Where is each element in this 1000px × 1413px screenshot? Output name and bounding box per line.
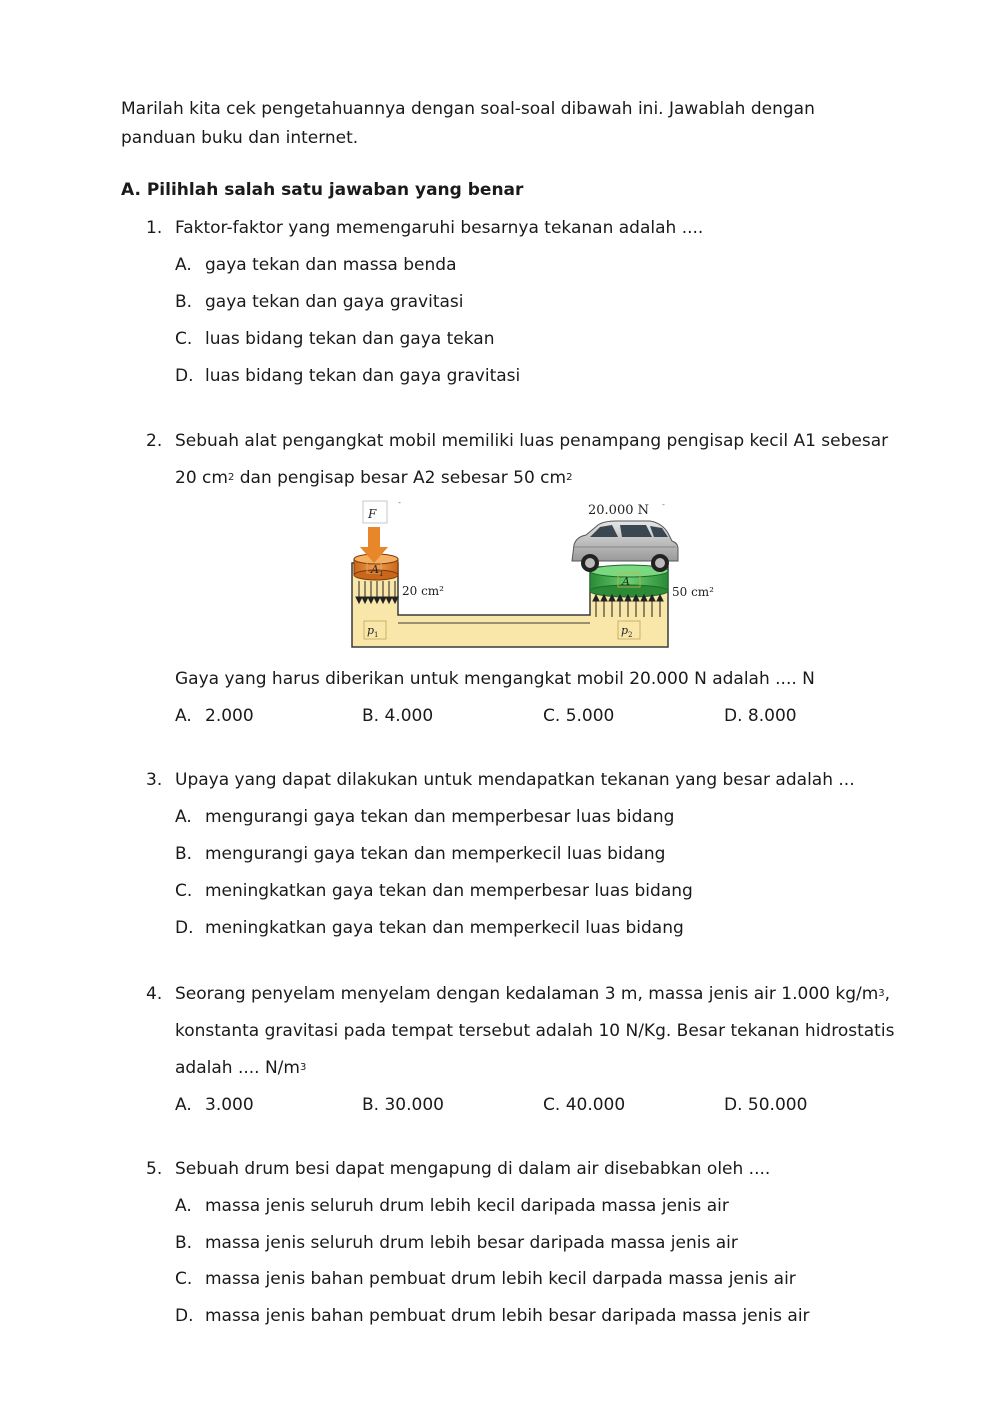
question-1-text: Faktor-faktor yang memengaruhi besarnya tekanan adalah .... <box>175 218 704 238</box>
question-1-option-d[interactable]: D. luas bidang tekan dan gaya gravitasi <box>175 366 521 386</box>
question-2-option-c[interactable]: C. 5.000 <box>543 706 615 726</box>
large-piston-label: A <box>622 575 630 588</box>
car-icon <box>572 521 678 572</box>
section-title: A. Pilihlah salah satu jawaban yang benar <box>121 180 524 200</box>
question-2-followup: Gaya yang harus diberikan untuk mengangkat mobil 20.000 N adalah .... N <box>175 669 815 689</box>
question-5-number: 5. <box>146 1159 163 1179</box>
question-5-option-b[interactable]: B. massa jenis seluruh drum lebih besar daripada massa jenis air <box>175 1233 738 1253</box>
question-4-number: 4. <box>146 984 163 1004</box>
small-piston-subscript: 1 <box>379 570 384 578</box>
question-2-option-b[interactable]: B. 4.000 <box>362 706 434 726</box>
small-area-label: 20 cm² <box>402 584 444 598</box>
question-2-option-a[interactable]: A. 2.000 <box>175 706 254 726</box>
p2-label: p <box>621 624 629 637</box>
question-1-option-a[interactable]: A. gaya tekan dan massa benda <box>175 255 457 275</box>
intro-paragraph: Marilah kita cek pengetahuannya dengan soal-soal dibawah ini. Jawablah dengan panduan buku dan internet. <box>121 99 815 148</box>
question-4-option-b[interactable]: B. 30.000 <box>362 1095 444 1115</box>
question-4-option-d[interactable]: D. 50.000 <box>724 1095 808 1115</box>
question-4-text-line2: konstanta gravitasi pada tempat tersebut adalah 10 N/Kg. Besar tekanan hidrostatis <box>175 1021 895 1041</box>
question-3-option-d[interactable]: D. meningkatkan gaya tekan dan memperkecil luas bidang <box>175 918 684 938</box>
question-4-option-c[interactable]: C. 40.000 <box>543 1095 626 1115</box>
question-3-option-c[interactable]: C. meningkatkan gaya tekan dan memperbesar luas bidang <box>175 881 693 901</box>
p1-subscript: 1 <box>374 631 379 639</box>
small-piston-label: A <box>371 563 379 576</box>
question-3-number: 3. <box>146 770 163 790</box>
question-1-option-c[interactable]: C. luas bidang tekan dan gaya tekan <box>175 329 495 349</box>
question-3-option-b[interactable]: B. mengurangi gaya tekan dan memperkecil luas bidang <box>175 844 666 864</box>
question-5-option-d[interactable]: D. massa jenis bahan pembuat drum lebih besar daripada massa jenis air <box>175 1306 810 1326</box>
question-2-text-line1: Sebuah alat pengangkat mobil memiliki luas penampang pengisap kecil A1 sebesar <box>175 431 889 451</box>
force-label: F <box>368 507 377 521</box>
svg-text:-: - <box>662 500 665 509</box>
upward-pressure-arrows <box>593 595 663 617</box>
question-3-text: Upaya yang dapat dilakukan untuk mendapatkan tekanan yang besar adalah ... <box>175 770 855 790</box>
p1-label: p <box>367 624 375 637</box>
question-4-text-line3: adalah .... $N/m^3$ <box>175 1058 307 1078</box>
p2-subscript: 2 <box>628 631 633 639</box>
question-2-option-d[interactable]: D. 8.000 <box>724 706 797 726</box>
question-5-option-c[interactable]: C. massa jenis bahan pembuat drum lebih kecil darpada massa jenis air <box>175 1269 796 1289</box>
weight-label: 20.000 N <box>588 503 649 518</box>
question-3-option-a[interactable]: A. mengurangi gaya tekan dan memperbesar luas bidang <box>175 807 675 827</box>
question-2-text-line2: 20 $cm^2$ dan pengisap besar A2 sebesar 50 $cm^2$ <box>175 468 573 488</box>
question-4-text-line1: Seorang penyelam menyelam dengan kedalaman 3 m, massa jenis air 1.000 $kg/m^3$, <box>175 984 891 1004</box>
large-area-label: 50 cm² <box>672 585 714 599</box>
question-1-number: 1. <box>146 218 163 238</box>
question-5-option-a[interactable]: A. massa jenis seluruh drum lebih kecil daripada massa jenis air <box>175 1196 729 1216</box>
hydraulic-lift-figure <box>350 497 730 649</box>
question-2-number: 2. <box>146 431 163 451</box>
question-1-option-b[interactable]: B. gaya tekan dan gaya gravitasi <box>175 292 464 312</box>
question-5-text: Sebuah drum besi dapat mengapung di dalam air disebabkan oleh .... <box>175 1159 771 1179</box>
question-4-option-a[interactable]: A. 3.000 <box>175 1095 254 1115</box>
svg-text:-: - <box>398 498 401 507</box>
